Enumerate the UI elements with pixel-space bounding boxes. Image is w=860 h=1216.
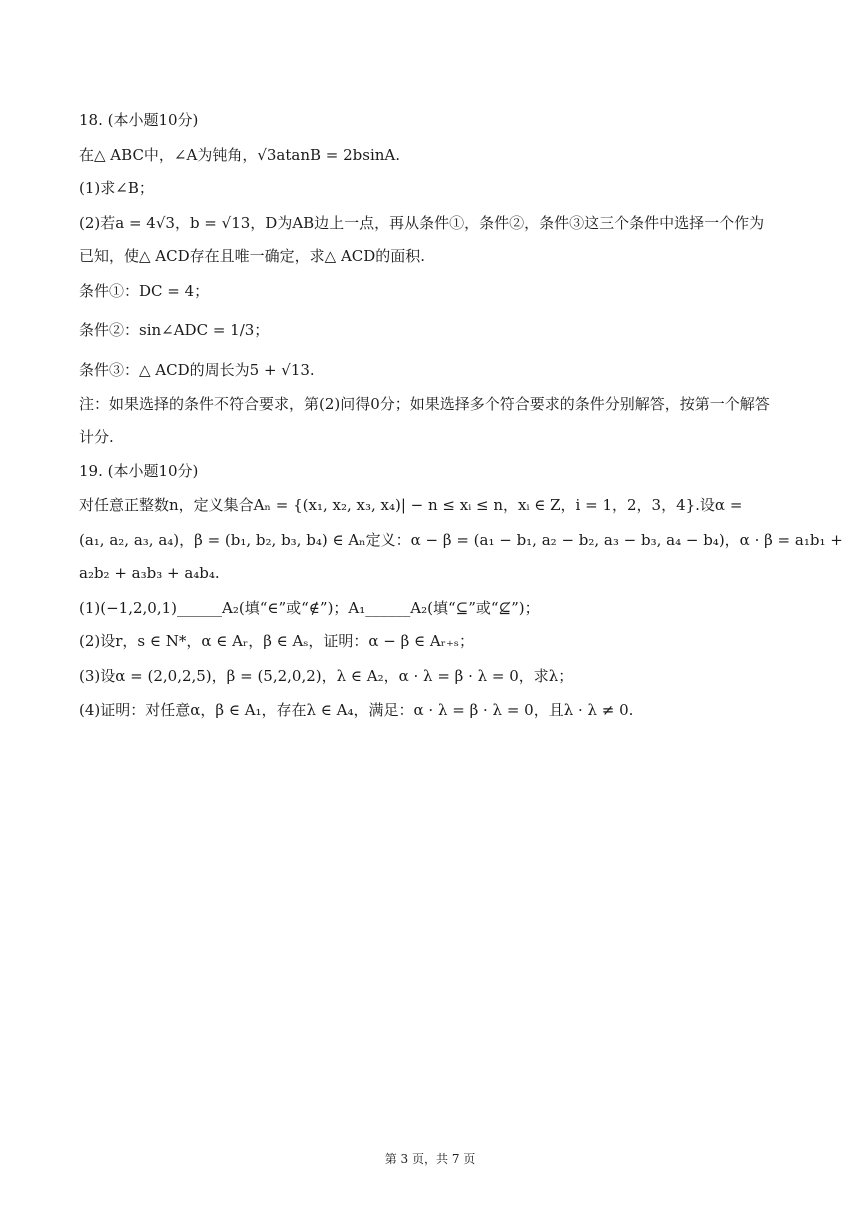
problem-18-part1: (1)求∠B； [79,179,154,197]
problem-19-definition-line2: (a₁, a₂, a₃, a₄)，β = (b₁, b₂, b₃, b₄) ∈ Aₙ定义：α − β = (a₁ − b₁, a₂ − b₂, a₃ − b₃, a₄ − b₄)，α · β = a₁b₁ + [79,531,843,549]
problem-18-title: 18. (本小题10分) [79,111,199,129]
problem-19-part1: (1)(−1,2,0,1)______A₂(填“∈”或“∉”)；A₁______A₂(填“⊆”或“⊈”)； [79,599,540,617]
page-footer: 第 3 页，共 7 页 [384,1152,476,1166]
problem-18-note-line2: 计分. [79,428,114,446]
problem-19-part3: (3)设α = (2,0,2,5)，β = (5,2,0,2)，λ ∈ A₂，α · λ = β · λ = 0，求λ； [79,667,574,685]
problem-19-title: 19. (本小题10分) [79,462,199,480]
problem-18-condition-2: 条件②：sin∠ADC = 1/3； [79,321,270,339]
problem-19-part2: (2)设r，s ∈ N*，α ∈ Aᵣ，β ∈ Aₛ，证明：α − β ∈ Aᵣ₊ₛ； [79,632,474,650]
problem-18-part2-line2: 已知，使△ ACD存在且唯一确定，求△ ACD的面积. [79,247,426,265]
problem-19-part4: (4)证明：对任意α，β ∈ A₁，存在λ ∈ A₄，满足：α · λ = β · λ = 0，且λ · λ ≠ 0. [79,701,634,719]
problem-18-note-line1: 注：如果选择的条件不符合要求，第(2)问得0分；如果选择多个符合要求的条件分别解答，按第一个解答 [79,395,770,413]
problem-18-part2-line1: (2)若a = 4√3，b = √13，D为AB边上一点，再从条件①，条件②，条件③这三个条件中选择一个作为 [79,214,765,232]
problem-18-condition-1: 条件①：DC = 4； [79,282,210,300]
problem-19-definition-line1: 对任意正整数n，定义集合Aₙ = {(x₁, x₂, x₃, x₄)| − n ≤ xᵢ ≤ n，xᵢ ∈ Z，i = 1，2，3，4}.设α = [79,496,743,514]
problem-18-stem: 在△ ABC中，∠A为钝角，√3atanB = 2bsinA. [79,146,401,164]
problem-18-condition-3: 条件③：△ ACD的周长为5 + √13. [79,361,315,379]
problem-19-definition-line3: a₂b₂ + a₃b₃ + a₄b₄. [79,564,220,582]
